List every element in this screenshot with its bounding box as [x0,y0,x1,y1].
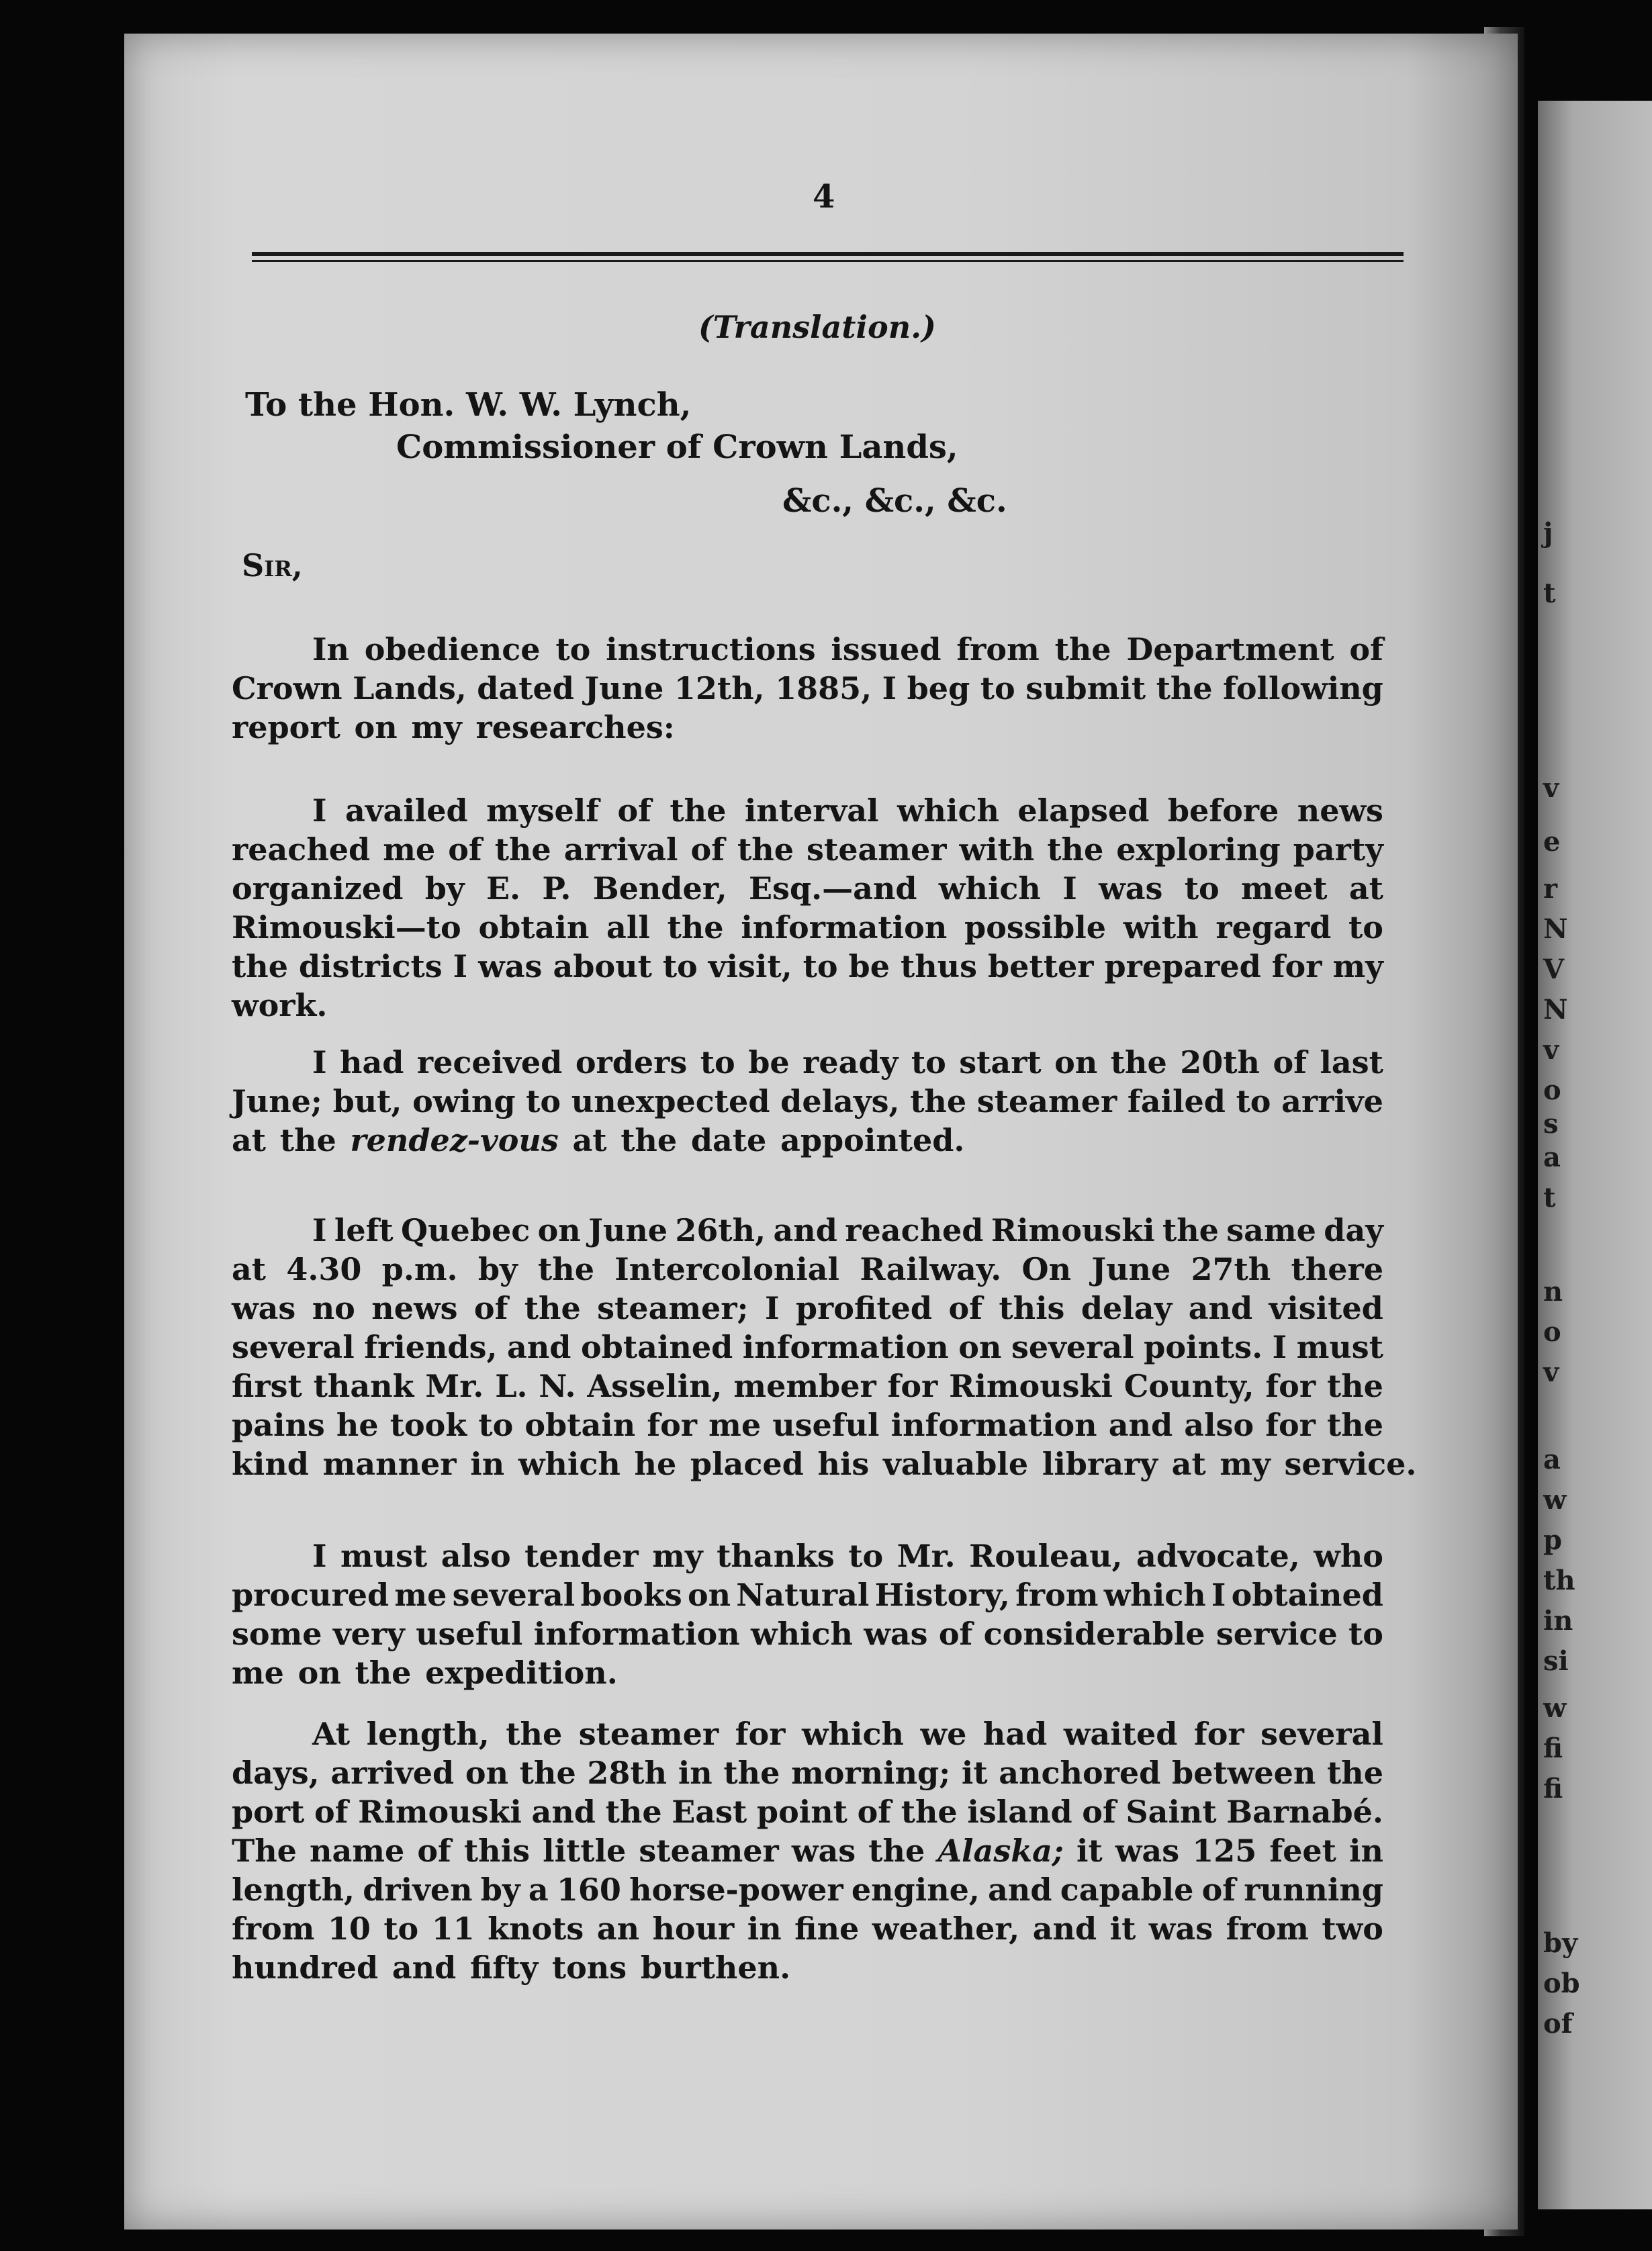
paragraph-2-line-6: work. [232,987,328,1023]
paragraph-2-line-4: Rimouski—to obtain all the information possible with regard to [232,909,1383,946]
paragraph-2-line-1: I availed myself of the interval which elapsed before news [312,792,1383,829]
paragraph-5-line-3: some very useful information which was of considerable service to [232,1616,1383,1652]
paragraph-1-line-3: report on my researches: [232,709,675,745]
adjacent-page-fragment: n [1543,1276,1563,1307]
adjacent-page-fragment: N [1543,913,1568,945]
paragraph-3-line-2: June; but, owing to unexpected delays, the steamer failed to arrive [232,1083,1383,1119]
paragraph-4-line-5: first thank Mr. L. N. Asselin, member for Rimouski County, for the [232,1368,1383,1404]
paragraph-5-line-4: me on the expedition. [232,1655,618,1691]
paragraph-2-line-2: reached me of the arrival of the steamer with the exploring party [232,831,1383,868]
paragraph-6-line-5: length, driven by a 160 horse-power engine, and capable of running [232,1872,1383,1908]
paragraph-4-line-6: pains he took to obtain for me useful information and also for the [232,1407,1383,1443]
adjacent-page [1538,101,1652,2209]
paragraph-4-line-1: I left Quebec on June 26th, and reached Rimouski the same day [312,1212,1383,1248]
paragraph-3-line-1: I had received orders to be ready to start on the 20th of last [312,1044,1383,1081]
paragraph-4-line-4: several friends, and obtained information on several points. I must [232,1329,1383,1365]
addressee-line-1: To the Hon. W. W. Lynch, [245,386,692,424]
paragraph-6-line-4: The name of this little steamer was the Alaska; it was 125 feet in [232,1833,1383,1869]
adjacent-page-fragment: t [1543,578,1556,609]
adjacent-page-fragment: j [1543,517,1553,549]
paragraph-2-line-3: organized by E. P. Bender, Esq.—and which I was to meet at [232,870,1383,907]
paragraph-2-line-5: the districts I was about to visit, to be thus better prepared for my [232,948,1383,984]
adjacent-page-fragment: w [1543,1692,1567,1724]
adjacent-page-fragment: v [1543,1034,1559,1066]
header-rule [252,252,1404,262]
paragraph-4-line-3: was no news of the steamer; I profited of this delay and visited [232,1290,1383,1326]
addressee-line-3: &c., &c., &c. [782,482,1007,520]
paragraph-6-line-6: from 10 to 11 knots an hour in fine weather, and it was from two [232,1911,1383,1947]
adjacent-page-fragment: fi [1543,1773,1563,1804]
adjacent-page-fragment: si [1543,1645,1569,1677]
paragraph-4-line-2: at 4.30 p.m. by the Intercolonial Railway. On June 27th there [232,1251,1383,1287]
adjacent-page-fragment: a [1543,1142,1561,1173]
paragraph-5-line-2: procured me several books on Natural History, from which I obtained [232,1577,1383,1613]
addressee-line-2: Commissioner of Crown Lands, [396,428,958,466]
salutation: Sir, [242,547,303,584]
paragraph-1-line-1: In obedience to instructions issued from the Department of [312,631,1383,668]
adjacent-page-fragment: o [1543,1074,1561,1106]
adjacent-page-fragment: v [1543,1357,1559,1388]
adjacent-page-fragment: t [1543,1182,1556,1213]
adjacent-page-fragment: of [1543,2008,1573,2039]
paragraph-6-line-1: At length, the steamer for which we had waited for several [312,1716,1383,1752]
adjacent-page-fragment: V [1543,954,1565,985]
adjacent-page-fragment: th [1543,1565,1575,1596]
paragraph-4-line-7: kind manner in which he placed his valuable library at my service. [232,1446,1417,1482]
adjacent-page-fragment: e [1543,826,1561,858]
adjacent-page-fragment: fi [1543,1733,1563,1764]
adjacent-page-fragment: s [1543,1108,1559,1140]
paragraph-6-line-3: port of Rimouski and the East point of the island of Saint Barnabé. [232,1794,1383,1830]
adjacent-page-fragment: a [1543,1444,1561,1475]
paragraph-1-line-2: Crown Lands, dated June 12th, 1885, I beg to submit the following [232,670,1383,706]
adjacent-page-fragment: r [1543,873,1558,905]
paragraph-3-line-3: at the rendez-vous at the date appointed. [232,1122,965,1158]
adjacent-page-fragment: p [1543,1524,1562,1556]
adjacent-page-fragment: ob [1543,1968,1580,1999]
adjacent-page-fragment: N [1543,994,1568,1025]
adjacent-page-fragment: o [1543,1316,1561,1348]
adjacent-page-fragment: v [1543,772,1559,804]
adjacent-page-fragment: w [1543,1484,1567,1516]
adjacent-page-fragment: in [1543,1605,1573,1637]
page-number: 4 [813,178,835,216]
adjacent-page-fragment: by [1543,1927,1578,1959]
paragraph-6-line-2: days, arrived on the 28th in the morning; it anchored between the [232,1755,1383,1791]
paragraph-5-line-1: I must also tender my thanks to Mr. Rouleau, advocate, who [312,1538,1383,1574]
translation-heading: (Translation.) [698,309,936,345]
paragraph-6-line-7: hundred and fifty tons burthen. [232,1949,791,1986]
